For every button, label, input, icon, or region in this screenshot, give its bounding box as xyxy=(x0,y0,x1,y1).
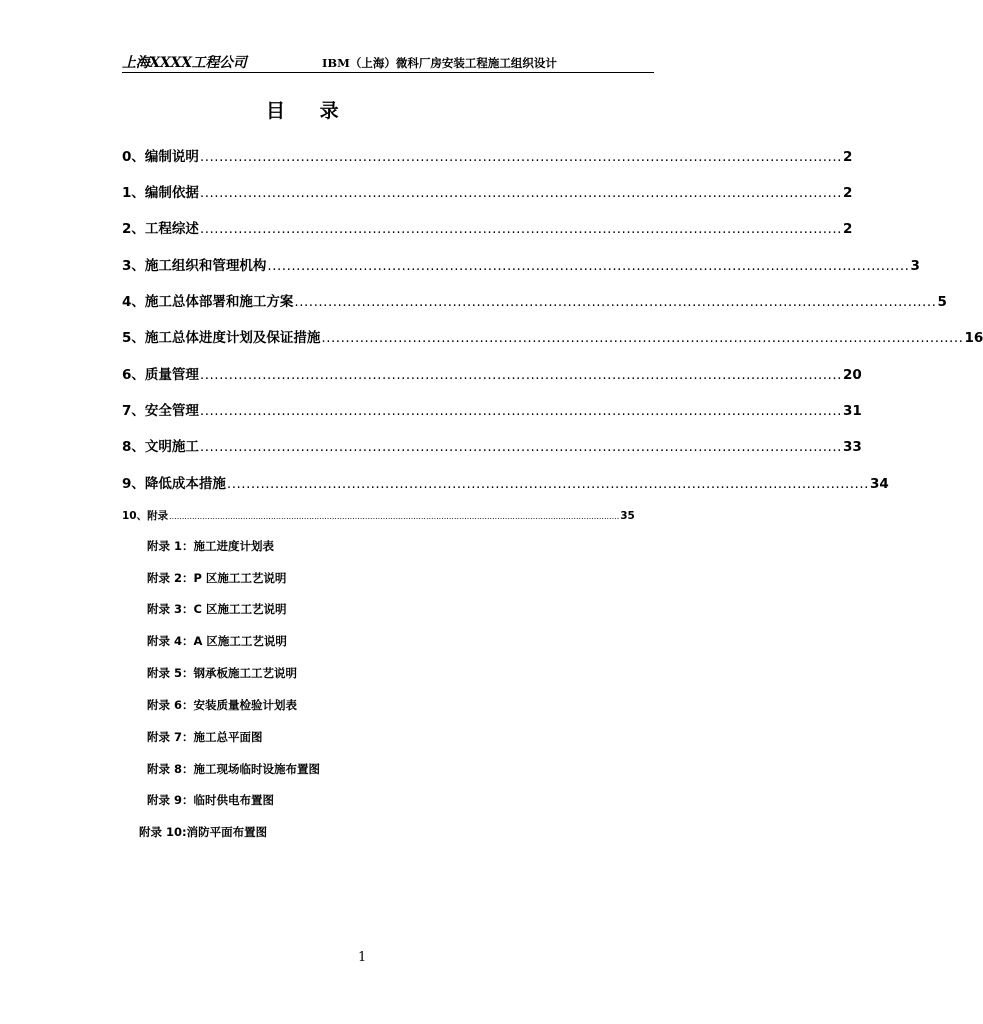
toc-entry-label: 4、施工总体部署和施工方案 xyxy=(122,294,294,310)
toc-leader-dots: ...................................................................................................................................... xyxy=(199,367,842,383)
toc-leader-dots: ...................................................................................................................................... xyxy=(226,476,869,492)
toc-entry-label: 8、文明施工 xyxy=(122,439,199,455)
toc-entry[interactable] xyxy=(122,217,853,237)
toc-entry-label: 1、编制依据 xyxy=(122,185,199,201)
toc-entry[interactable] xyxy=(122,326,983,346)
toc-entry[interactable] xyxy=(122,399,862,419)
toc-leader-dots: ...................................................................................................................................... xyxy=(199,403,842,419)
toc-entry-page: 5 xyxy=(937,294,947,310)
toc-entry-page: 2 xyxy=(842,149,853,165)
appendix-item[interactable]: 附录 10:消防平面布置图 xyxy=(139,825,268,839)
toc-title: 目 录 xyxy=(266,100,353,122)
toc-leader-dots: ...................................................................................................................................... xyxy=(267,258,910,274)
toc-entry[interactable] xyxy=(122,254,920,274)
toc-entry-page: 35 xyxy=(620,510,635,522)
toc-leader-dots: ...................................................................................................................................... xyxy=(294,294,937,310)
toc-entry[interactable] xyxy=(122,508,635,523)
appendix-item[interactable]: 附录 9：临时供电布置图 xyxy=(147,793,275,807)
toc-entry-label: 10、附录 xyxy=(122,510,169,522)
appendix-item[interactable]: 附录 8：施工现场临时设施布置图 xyxy=(147,762,321,776)
toc-entry-page: 16 xyxy=(964,330,983,346)
toc-leader-dots: ...................................................................................................................................... xyxy=(199,221,842,237)
toc-entry-page: 34 xyxy=(869,476,889,492)
appendix-item[interactable]: 附录 3：C 区施工工艺说明 xyxy=(147,602,287,616)
toc-entry-label: 2、工程综述 xyxy=(122,221,199,237)
toc-entry-label: 6、质量管理 xyxy=(122,367,199,383)
toc-entry-page: 2 xyxy=(842,221,853,237)
appendix-item[interactable]: 附录 1：施工进度计划表 xyxy=(147,539,275,553)
toc-leader-dots: ...................................................................................................................................... xyxy=(199,185,842,201)
toc-entry-label: 7、安全管理 xyxy=(122,403,199,419)
toc-entry-label: 0、编制说明 xyxy=(122,149,199,165)
project-title: IBM（上海）微科厂房安装工程施工组织设计 xyxy=(322,56,557,70)
toc-entry-label: 3、施工组织和管理机构 xyxy=(122,258,267,274)
toc-entry-page: 3 xyxy=(910,258,920,274)
toc-leader-dots: ...................................................................................................................................... xyxy=(199,439,842,455)
toc-entry[interactable] xyxy=(122,181,853,201)
toc-entry-page: 20 xyxy=(842,367,862,383)
page-header xyxy=(122,52,654,73)
toc-entry[interactable] xyxy=(122,145,853,165)
toc-entry[interactable] xyxy=(122,363,862,383)
page-number: 1 xyxy=(358,950,367,965)
appendix-item[interactable]: 附录 5：钢承板施工工艺说明 xyxy=(147,666,298,680)
toc-leader-dots: ................................................................................................................................................................................. xyxy=(169,512,620,521)
toc-leader-dots: ...................................................................................................................................... xyxy=(199,149,842,165)
company-name: 上海XXXX工程公司 xyxy=(122,55,247,71)
toc-entry-label: 9、降低成本措施 xyxy=(122,476,226,492)
toc-entry-page: 33 xyxy=(842,439,862,455)
toc-entry[interactable] xyxy=(122,290,947,310)
appendix-item[interactable]: 附录 7：施工总平面图 xyxy=(147,730,263,744)
toc-entry[interactable] xyxy=(122,435,862,455)
toc-entry-label: 5、施工总体进度计划及保证措施 xyxy=(122,330,321,346)
toc-entry[interactable] xyxy=(122,472,889,492)
toc-entry-page: 31 xyxy=(842,403,862,419)
toc-entry-page: 2 xyxy=(842,185,853,201)
appendix-item[interactable]: 附录 2：P 区施工工艺说明 xyxy=(147,571,287,585)
appendix-item[interactable]: 附录 6：安装质量检验计划表 xyxy=(147,698,298,712)
appendix-item[interactable]: 附录 4：A 区施工工艺说明 xyxy=(147,634,287,648)
toc-leader-dots: ...................................................................................................................................... xyxy=(321,330,964,346)
